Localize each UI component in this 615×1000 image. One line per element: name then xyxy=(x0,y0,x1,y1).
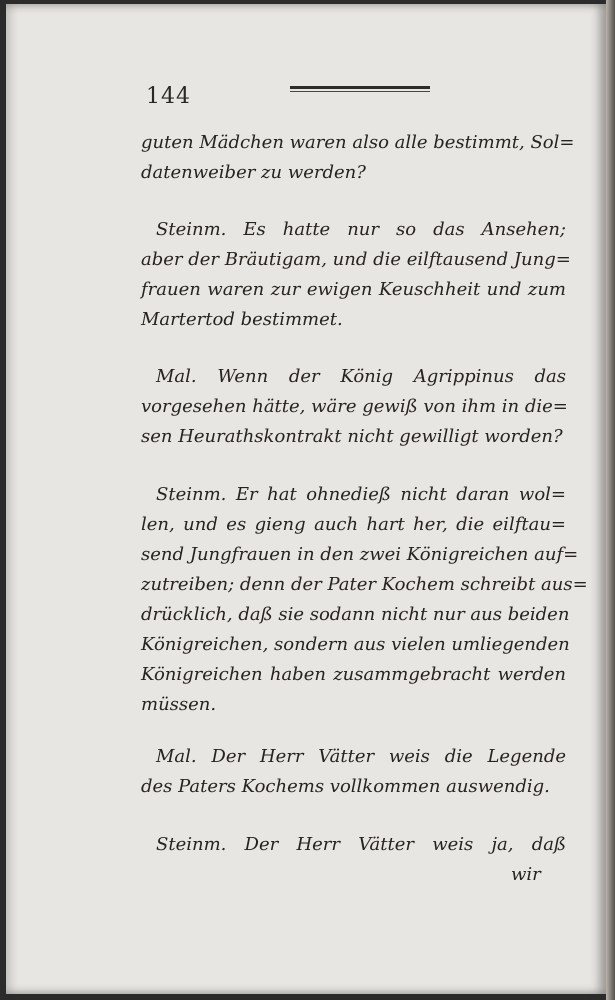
page-number: 144 xyxy=(146,84,191,109)
text-line: drücklich, daß sie sodann nicht nur aus beiden xyxy=(141,604,570,625)
catchword: wir xyxy=(511,864,541,885)
text-line: Königreichen, sondern aus vielen umliegenden xyxy=(141,634,570,655)
text-line: aber der Bräutigam, und die eilftausend Jung= xyxy=(141,249,571,270)
book-page xyxy=(6,4,606,994)
dialogue-line: Steinm. Es hatte nur so das Ansehen; xyxy=(156,219,566,240)
header-rule-thin xyxy=(290,91,430,92)
page-edge xyxy=(606,0,615,1000)
text-line: guten Mädchen waren also alle bestimmt, Sol= xyxy=(141,132,575,153)
text-line: sen Heurathskontrakt nicht gewilligt worden? xyxy=(141,426,563,447)
text-line: zutreiben; denn der Pater Kochem schreibt aus= xyxy=(141,574,588,595)
text-line: vorgesehen hätte, wäre gewiß von ihm in die= xyxy=(141,396,568,417)
header-rule xyxy=(290,84,430,94)
text-line: müssen. xyxy=(141,694,217,715)
dialogue-line: Mal. Wenn der König Agrippinus das xyxy=(156,366,566,387)
text-line: Martertod bestimmet. xyxy=(141,309,343,330)
text-line: des Paters Kochems vollkommen auswendig. xyxy=(141,776,550,797)
dialogue-line: Steinm. Er hat ohnedieß nicht daran wol= xyxy=(156,484,566,505)
text-line: frauen waren zur ewigen Keuschheit und zum xyxy=(141,279,566,300)
text-line: len, und es gieng auch hart her, die eilftau= xyxy=(141,514,566,535)
text-line: datenweiber zu werden? xyxy=(141,162,366,183)
dialogue-line: Mal. Der Herr Vätter weis die Legende xyxy=(156,746,566,767)
text-line: Königreichen haben zusammgebracht werden xyxy=(141,664,566,685)
header-rule-thick xyxy=(290,86,430,89)
text-line: send Jungfrauen in den zwei Königreichen auf= xyxy=(141,544,579,565)
dialogue-line: Steinm. Der Herr Vätter weis ja, daß xyxy=(156,834,566,855)
